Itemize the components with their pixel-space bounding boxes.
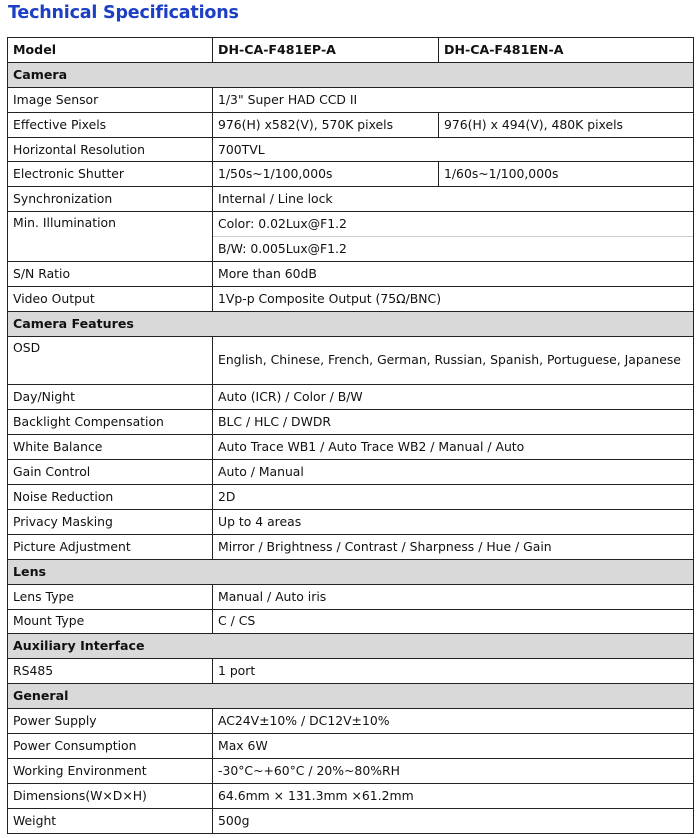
row-value: AC24V±10% / DC12V±10% (213, 709, 694, 734)
table-row-osd (8, 336, 694, 385)
row-label: Working Environment (8, 758, 213, 783)
row-label: Horizontal Resolution (8, 137, 213, 162)
row-label: RS485 (8, 659, 213, 684)
row-value-color: Color: 0.02Lux@F1.2 (213, 212, 694, 237)
row-label: Mount Type (8, 609, 213, 634)
row-label: Power Supply (8, 709, 213, 734)
table-row-day-night (8, 385, 694, 410)
row-label: Power Consumption (8, 733, 213, 758)
table-row-rs485 (8, 659, 694, 684)
table-row-video-output (8, 286, 694, 311)
row-value: 1 port (213, 659, 694, 684)
table-row-white-balance (8, 435, 694, 460)
row-value-en: 1/60s~1/100,000s (439, 162, 694, 187)
table-row-dimensions (8, 783, 694, 808)
row-value: 700TVL (213, 137, 694, 162)
spec-table (7, 37, 694, 834)
row-label: Backlight Compensation (8, 410, 213, 435)
row-value: Internal / Line lock (213, 187, 694, 212)
table-row-privacy-masking (8, 509, 694, 534)
row-label: Picture Adjustment (8, 534, 213, 559)
row-label: Min. Illumination (8, 212, 213, 262)
row-value: 1Vp-p Composite Output (75Ω/BNC) (213, 286, 694, 311)
row-value: Auto (ICR) / Color / B/W (213, 385, 694, 410)
table-row-sn-ratio (8, 262, 694, 287)
table-row-min-illumination (8, 212, 694, 237)
row-label: Video Output (8, 286, 213, 311)
row-label: Day/Night (8, 385, 213, 410)
row-label: Privacy Masking (8, 509, 213, 534)
row-value: 500g (213, 808, 694, 833)
row-label: OSD (8, 336, 213, 385)
section-row-general (8, 684, 694, 709)
row-label: Image Sensor (8, 87, 213, 112)
row-label: Noise Reduction (8, 485, 213, 510)
table-row-horizontal-resolution (8, 137, 694, 162)
row-value: English, Chinese, French, German, Russian, Spanish, Portuguese, Japanese (213, 336, 694, 385)
row-label: Dimensions(W×D×H) (8, 783, 213, 808)
header-model-en: DH-CA-F481EN-A (439, 38, 694, 63)
row-label: Lens Type (8, 584, 213, 609)
row-value-bw: B/W: 0.005Lux@F1.2 (213, 237, 694, 262)
table-row-effective-pixels (8, 112, 694, 137)
table-row-mount-type (8, 609, 694, 634)
row-value: Max 6W (213, 733, 694, 758)
table-row-picture-adjustment (8, 534, 694, 559)
table-row-power-supply (8, 709, 694, 734)
row-label: Synchronization (8, 187, 213, 212)
row-label: White Balance (8, 435, 213, 460)
section-row-camera (8, 62, 694, 87)
table-row-weight (8, 808, 694, 833)
table-row-synchronization (8, 187, 694, 212)
row-value: Manual / Auto iris (213, 584, 694, 609)
section-row-auxiliary-interface (8, 634, 694, 659)
row-label: S/N Ratio (8, 262, 213, 287)
row-value: 2D (213, 485, 694, 510)
row-value: BLC / HLC / DWDR (213, 410, 694, 435)
row-label: Electronic Shutter (8, 162, 213, 187)
section-title-camera-features: Camera Features (8, 311, 694, 336)
row-value-ep: 1/50s~1/100,000s (213, 162, 439, 187)
row-value: -30°C~+60°C / 20%~80%RH (213, 758, 694, 783)
row-value-ep: 976(H) x582(V), 570K pixels (213, 112, 439, 137)
table-row-backlight-compensation (8, 410, 694, 435)
table-row-working-environment (8, 758, 694, 783)
row-value-en: 976(H) x 494(V), 480K pixels (439, 112, 694, 137)
table-row-electronic-shutter (8, 162, 694, 187)
section-title-auxiliary-interface: Auxiliary Interface (8, 634, 694, 659)
section-title-general: General (8, 684, 694, 709)
page-title: Technical Specifications (8, 3, 239, 23)
row-label: Effective Pixels (8, 112, 213, 137)
header-model: Model (8, 38, 213, 63)
row-value: Auto Trace WB1 / Auto Trace WB2 / Manual / Auto (213, 435, 694, 460)
row-value: Mirror / Brightness / Contrast / Sharpness / Hue / Gain (213, 534, 694, 559)
header-model-ep: DH-CA-F481EP-A (213, 38, 439, 63)
table-row-gain-control (8, 460, 694, 485)
row-value: 1/3" Super HAD CCD II (213, 87, 694, 112)
row-value: 64.6mm × 131.3mm ×61.2mm (213, 783, 694, 808)
row-value: C / CS (213, 609, 694, 634)
row-value: More than 60dB (213, 262, 694, 287)
section-title-lens: Lens (8, 559, 694, 584)
row-value: Auto / Manual (213, 460, 694, 485)
section-row-camera-features (8, 311, 694, 336)
row-value: Up to 4 areas (213, 509, 694, 534)
row-label: Gain Control (8, 460, 213, 485)
table-row-lens-type (8, 584, 694, 609)
section-row-lens (8, 559, 694, 584)
table-header-row (8, 38, 694, 63)
table-row-noise-reduction (8, 485, 694, 510)
row-label: Weight (8, 808, 213, 833)
section-title-camera: Camera (8, 62, 694, 87)
table-row-image-sensor (8, 87, 694, 112)
table-row-power-consumption (8, 733, 694, 758)
